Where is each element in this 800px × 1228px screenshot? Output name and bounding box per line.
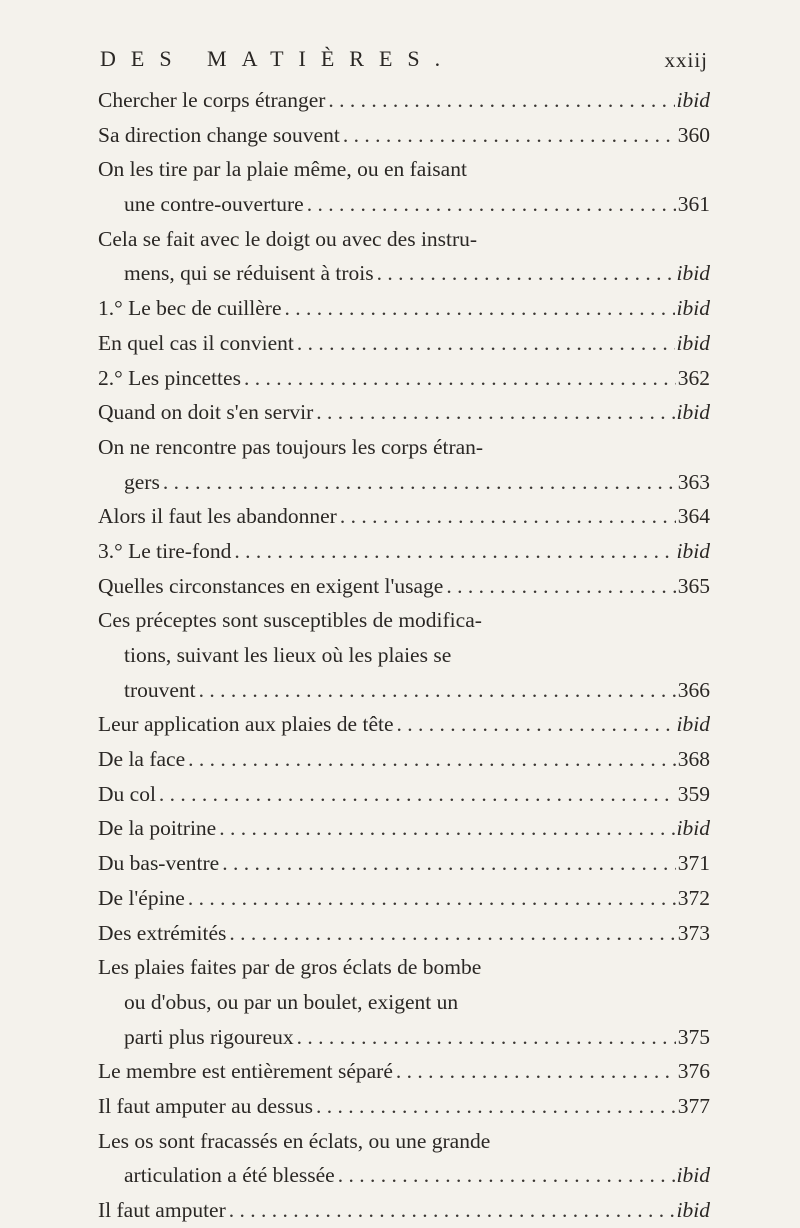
toc-entry-line bbox=[98, 465, 710, 500]
toc-entry bbox=[98, 1054, 710, 1089]
toc-entry-line bbox=[98, 916, 710, 951]
toc-entry-text: Le membre est entièrement séparé bbox=[98, 1059, 393, 1084]
toc-entry-text: Il faut amputer bbox=[98, 1198, 226, 1222]
toc-entry bbox=[98, 430, 710, 499]
toc-entry bbox=[98, 916, 710, 951]
toc-entry-page: 373 bbox=[677, 920, 710, 945]
toc-entry bbox=[98, 152, 710, 221]
toc-entry bbox=[98, 777, 710, 812]
toc-entry-line bbox=[98, 1020, 710, 1055]
dot-leader bbox=[294, 326, 675, 361]
running-header bbox=[100, 40, 710, 80]
toc-entry-text: De la poitrine bbox=[98, 816, 217, 841]
toc-entry-page: ibid bbox=[676, 88, 710, 112]
dot-leader bbox=[231, 534, 674, 569]
toc-entry-line bbox=[98, 291, 710, 326]
toc-entry-page: 359 bbox=[677, 781, 710, 806]
dot-leader bbox=[374, 256, 675, 291]
toc-entry bbox=[98, 1089, 710, 1124]
toc-entry-text: De l'épine bbox=[98, 885, 185, 910]
toc-entry-page: 372 bbox=[677, 885, 710, 910]
toc-entry-line bbox=[98, 985, 710, 1020]
toc-entry-line bbox=[98, 187, 710, 222]
toc-entry-text: articulation a été blessée bbox=[124, 1163, 335, 1188]
toc-entry-line bbox=[98, 673, 710, 708]
toc-entry bbox=[98, 950, 710, 1054]
dot-leader bbox=[394, 707, 675, 742]
dot-leader bbox=[219, 846, 676, 881]
toc-entry-page: ibid bbox=[676, 261, 710, 286]
toc-entry-line bbox=[98, 222, 710, 257]
toc-entry-text: Ces préceptes sont susceptibles de modifica- bbox=[98, 608, 482, 633]
toc-entry-text: Leur application aux plaies de tête bbox=[98, 712, 394, 737]
toc-entry-text: parti plus rigoureux bbox=[124, 1024, 294, 1049]
toc-entry-line bbox=[98, 499, 710, 534]
toc-entry-line bbox=[98, 1158, 710, 1193]
toc-entry-line bbox=[98, 430, 710, 465]
toc-entry-text: De la face bbox=[98, 747, 186, 772]
dot-leader bbox=[282, 291, 675, 326]
toc-entry-text: une contre-ouverture bbox=[124, 192, 304, 217]
toc-entry-text: trouvent bbox=[124, 677, 196, 702]
toc-entry-text: Alors il faut les abandonner bbox=[98, 504, 337, 529]
toc-entry-page: 364 bbox=[677, 504, 710, 529]
toc-entry-line bbox=[98, 638, 710, 673]
toc-entry-page: 361 bbox=[677, 192, 710, 217]
dot-leader bbox=[216, 811, 674, 846]
toc-entry bbox=[98, 534, 710, 569]
dot-leader bbox=[196, 673, 676, 708]
toc-entry-page: 365 bbox=[677, 573, 710, 598]
toc-entry-text: Il faut amputer au dessus bbox=[98, 1093, 313, 1118]
toc-entry-text: Des extrémités bbox=[98, 920, 227, 945]
toc-entry-text: En quel cas il convient bbox=[98, 330, 294, 355]
toc-entry bbox=[98, 881, 710, 916]
toc-entry-text: Chercher le corps étranger bbox=[98, 88, 326, 112]
toc-entry-text: Quelles circonstances en exigent l'usage bbox=[98, 573, 444, 598]
toc-entry-page: ibid bbox=[676, 330, 710, 355]
toc-entry-page: 371 bbox=[677, 851, 710, 876]
toc-entry-line bbox=[98, 950, 710, 985]
toc-entry-text: Du col bbox=[98, 781, 156, 806]
toc-entry-page: ibid bbox=[676, 400, 710, 425]
toc-entry-line bbox=[98, 846, 710, 881]
toc-entry-line bbox=[98, 569, 710, 604]
toc-entry-line bbox=[98, 707, 710, 742]
toc-entry-text: On ne rencontre pas toujours les corps étran- bbox=[98, 434, 484, 459]
dot-leader bbox=[325, 83, 674, 118]
toc-entry bbox=[98, 326, 710, 361]
toc-entry-text: 3.° Le tire-fond bbox=[98, 538, 232, 563]
dot-leader bbox=[185, 881, 676, 916]
toc-entry-line bbox=[98, 881, 710, 916]
toc-entry-page: 376 bbox=[677, 1059, 710, 1084]
toc-entry-text: Les plaies faites par de gros éclats de bombe bbox=[98, 955, 482, 980]
toc-entry-line bbox=[98, 83, 710, 118]
toc-entry bbox=[98, 603, 710, 707]
toc-entry-text: 2.° Les pincettes bbox=[98, 365, 241, 390]
toc-entry-text: Sa direction change souvent bbox=[98, 122, 340, 147]
table-of-contents bbox=[98, 83, 710, 1228]
toc-entry-line bbox=[98, 742, 710, 777]
toc-entry bbox=[98, 1193, 710, 1228]
dot-leader bbox=[313, 1089, 676, 1124]
toc-entry-page: ibid bbox=[676, 1163, 710, 1188]
dot-leader bbox=[443, 569, 675, 604]
toc-entry-line bbox=[98, 1089, 710, 1124]
dot-leader bbox=[304, 187, 676, 222]
toc-entry-text: tions, suivant les lieux où les plaies se bbox=[124, 643, 452, 667]
toc-entry-page: 363 bbox=[677, 469, 710, 494]
toc-entry bbox=[98, 395, 710, 430]
dot-leader bbox=[160, 465, 676, 500]
toc-entry-page: ibid bbox=[676, 296, 710, 321]
dot-leader bbox=[241, 361, 676, 396]
dot-leader bbox=[156, 777, 676, 812]
toc-entry-line bbox=[98, 326, 710, 361]
dot-leader bbox=[226, 916, 675, 951]
toc-entry bbox=[98, 222, 710, 291]
toc-entry-page: 360 bbox=[677, 122, 710, 147]
toc-entry bbox=[98, 846, 710, 881]
toc-entry bbox=[98, 291, 710, 326]
toc-entry-text: Cela se fait avec le doigt ou avec des instru- bbox=[98, 226, 478, 251]
toc-entry-line bbox=[98, 1054, 710, 1089]
toc-entry-line bbox=[98, 777, 710, 812]
toc-entry-page: 375 bbox=[677, 1024, 710, 1049]
toc-entry bbox=[98, 83, 710, 118]
dot-leader bbox=[313, 395, 674, 430]
toc-entry-line bbox=[98, 395, 710, 430]
toc-entry bbox=[98, 569, 710, 604]
toc-entry bbox=[98, 742, 710, 777]
toc-entry-line bbox=[98, 1193, 710, 1228]
running-title: DES MATIÈRES. bbox=[100, 46, 456, 71]
toc-entry-line bbox=[98, 811, 710, 846]
dot-leader bbox=[335, 1158, 675, 1193]
toc-entry bbox=[98, 361, 710, 396]
page-number: xxiij bbox=[664, 48, 708, 72]
toc-entry-text: 1.° Le bec de cuillère bbox=[98, 296, 282, 321]
dot-leader bbox=[294, 1020, 676, 1055]
toc-entry-page: 362 bbox=[677, 365, 710, 390]
toc-entry-line bbox=[98, 1124, 710, 1159]
toc-entry-line bbox=[98, 256, 710, 291]
toc-entry-text: Du bas-ventre bbox=[98, 851, 220, 876]
toc-entry-line bbox=[98, 118, 710, 153]
toc-entry bbox=[98, 1124, 710, 1193]
toc-entry-line bbox=[98, 603, 710, 638]
toc-entry bbox=[98, 499, 710, 534]
toc-entry-page: ibid bbox=[676, 816, 710, 841]
toc-entry-text: Quand on doit s'en servir bbox=[98, 400, 314, 425]
toc-entry-text: ou d'obus, ou par un boulet, exigent un bbox=[124, 989, 459, 1014]
toc-entry bbox=[98, 811, 710, 846]
dot-leader bbox=[185, 742, 676, 777]
toc-entry-text: On les tire par la plaie même, ou en faisant bbox=[98, 157, 467, 182]
toc-entry-line bbox=[98, 534, 710, 569]
toc-entry-line bbox=[98, 361, 710, 396]
dot-leader bbox=[226, 1193, 675, 1228]
toc-entry-page: ibid bbox=[676, 712, 710, 737]
toc-entry-line bbox=[98, 152, 710, 187]
toc-entry-page: ibid bbox=[676, 1198, 710, 1222]
toc-entry-text: Les os sont fracassés en éclats, ou une grande bbox=[98, 1128, 491, 1153]
toc-entry bbox=[98, 707, 710, 742]
toc-entry-page: 366 bbox=[677, 677, 710, 702]
dot-leader bbox=[337, 499, 676, 534]
toc-entry-page: 368 bbox=[677, 747, 710, 772]
toc-entry-text: gers bbox=[124, 469, 160, 494]
toc-entry bbox=[98, 118, 710, 153]
toc-entry-page: 377 bbox=[677, 1093, 710, 1118]
dot-leader bbox=[393, 1054, 676, 1089]
toc-entry-text: mens, qui se réduisent à trois bbox=[124, 261, 374, 286]
dot-leader bbox=[340, 118, 676, 153]
toc-entry-page: ibid bbox=[676, 538, 710, 563]
